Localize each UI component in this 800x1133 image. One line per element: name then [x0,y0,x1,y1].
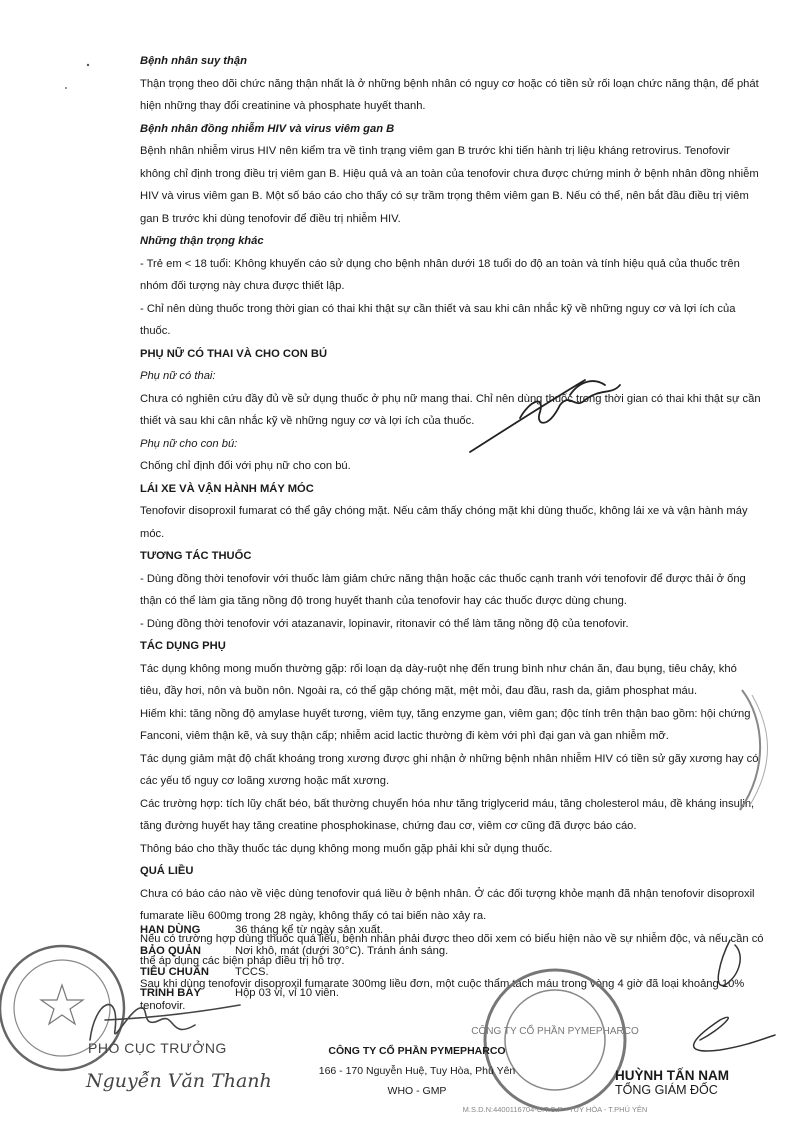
text-line: Bệnh nhân nhiễm virus HIV nên kiểm tra về tình trạng viêm gan B trước khi tiến hành trị liệu kháng retrovirus. Tenofovir [140,145,730,157]
text-line: Chưa có báo cáo nào về việc dùng tenofovir quá liều ở bệnh nhân. Ở các đối tượng khỏe mạnh đã nhận tenofovir disoproxil [140,887,755,900]
text-line: thiết và sau khi cân nhắc kỹ về những nguy cơ và lợi ích của thuốc. [140,415,475,427]
text-line: Tenofovir disoproxil fumarat có thể gây chóng mặt. Nếu cảm thấy chóng mặt khi dùng thuốc, không lái xe và vận hành máy [140,505,748,517]
text-line: tenofovir. [140,1000,186,1012]
text-line: Fanconi, viêm thận kẽ, và suy thận cấp; nhiễm acid lactic thường đi kèm với phì đại gan và gan nhiễm mỡ. [140,730,669,742]
text-line: thận có thể làm gia tăng nồng độ trong huyết thanh của tenofovir hay các thuốc được dùng chung. [140,595,627,607]
ministry-signature [90,1005,240,1040]
info-value: Nơi khô, mát (dưới 30°C). Tránh ánh sáng. [235,945,449,957]
speck [87,64,89,66]
info-value: TCCS. [235,966,269,978]
text-line: - Trẻ em < 18 tuổi: Không khuyến cáo sử dụng cho bệnh nhân dưới 18 tuổi do độ an toàn và tính hiệu quả của thuốc trên [140,257,740,270]
text-line: gan B trước khi dùng tenofovir để điều trị nhiễm HIV. [140,212,401,225]
text-line: thể áp dụng các biện pháp điều trị hỗ trợ. [140,955,345,967]
info-label: BẢO QUẢN [140,945,201,957]
speck [65,87,67,89]
subheading-pregnant: Phụ nữ có thai: [140,370,216,382]
company-address: 166 - 170 Nguyễn Huệ, Tuy Hòa, Phú Yên [318,1065,516,1077]
signature-mark [470,380,620,452]
info-value: 36 tháng kể từ ngày sản xuất. [235,924,384,936]
subheading-breastfeeding: Phụ nữ cho con bú: [140,437,238,450]
heading-interactions: TƯƠNG TÁC THUỐC [140,550,252,562]
text-line: Chống chỉ định đối với phụ nữ cho con bú. [140,460,351,472]
text-line: Thông báo cho thầy thuốc tác dụng không mong muốn gặp phải khi sử dụng thuốc. [140,842,553,855]
text-line: fumarate liều 600mg trong 28 ngày, không thấy có tai biến nào xảy ra. [140,910,487,922]
text-line: HIV và virus viêm gan B. Một số báo cáo cho thấy có sự trầm trọng thêm viêm gan B. Nếu có thể, nên bắt đầu điều trị viêm [140,190,749,202]
info-label: TIÊU CHUẨN [140,966,209,978]
text-line: Các trường hợp: tích lũy chất béo, bất thường chuyển hóa như tăng triglycerid máu, tăng cholesterol máu, đề kháng insulin, [140,797,755,810]
director-name: HUỲNH TẤN NAM [615,1068,729,1083]
deputy-director-name: Nguyễn Văn Thanh [86,1070,272,1092]
text-line: tiêu, đầy hơi, nôn và buồn nôn. Ngoài ra, có thể gặp chóng mặt, mệt mỏi, đau đầu, rash da, giảm phosphat máu. [140,685,698,697]
info-label: HẠN DÙNG [140,924,201,936]
text-line: Tác dụng không mong muốn thường gặp: rối loạn dạ dày-ruột nhẹ đến trung bình như chán ăn, đau bụng, tiêu chảy, khó [140,662,737,675]
deputy-director-title: PHÓ CỤC TRƯỞNG [88,1040,227,1056]
text-line: Tác dụng giảm mật độ chất khoáng trong xương được ghi nhận ở những bệnh nhân nhiễm HIV có tiền sử gãy xương hay có [140,752,759,765]
company-cert: WHO - GMP [387,1085,447,1097]
heading-pregnancy: PHỤ NỮ CÓ THAI VÀ CHO CON BÚ [140,347,328,360]
text-line: Sau khi dùng tenofovir disoproxil fumarate 300mg liều đơn, một cuộc thẩm tách máu trong vòng 4 giờ đã loại khoảng 10% [140,977,745,990]
heading-driving: LÁI XE VÀ VẬN HÀNH MÁY MÓC [140,482,314,495]
company-info [312,1041,522,1101]
text-line: thuốc. [140,325,171,337]
text-line: không chỉ định trong điều trị viêm gan B. Hiệu quả và an toàn của tenofovir chưa được chứng minh ở bệnh nhân đồng nhiễm [140,167,759,180]
text-line: tăng đường huyết hay tăng creatine phosphokinase, chứng đau cơ, viêm cơ cũng đã được báo cáo. [140,820,637,832]
text-line: - Dùng đồng thời tenofovir với atazanavir, lopinavir, ritonavir có thể làm tăng nồng độ của tenofovir. [140,617,629,630]
director-title: TỔNG GIÁM ĐỐC [615,1083,718,1097]
director-block [615,1068,729,1097]
heading-renal: Bệnh nhân suy thận [140,55,247,67]
company-name: CÔNG TY CỔ PHẦN PYMEPHARCO [328,1045,506,1057]
text-line: Hiếm khi: tăng nồng độ amylase huyết tương, viêm tụy, tăng enzyme gan, viêm gan; độc tính trên thận bao gồm: hội chứng [140,707,751,720]
text-line: các yếu tố nguy cơ loãng xương hoặc mất xương. [140,775,390,787]
director-signature [694,940,775,1051]
info-label: TRÌNH BÀY [140,987,201,999]
text-line: hiện những thay đổi creatinine và phosphate huyết thanh. [140,100,426,112]
text-line: móc. [140,527,165,540]
seal-outer-text: M.S.D.N:4400116704-C.T.C.P · TUY HÒA - T.PHÚ YÊN [462,1105,648,1114]
text-line: nhóm đối tượng này chưa được thiết lập. [140,280,345,292]
seal-text: CÔNG TY CỔ PHẦN PYMEPHARCO [471,1026,639,1037]
info-value: Hộp 03 vỉ, vỉ 10 viên. [235,987,339,999]
heading-side-effects: TÁC DỤNG PHỤ [140,640,226,652]
text-line: Chưa có nghiên cứu đầy đủ về sử dụng thuốc ở phụ nữ mang thai. Chỉ nên dùng thuốc trong thời gian có thai khi thật sự cần [140,392,761,405]
heading-other-precautions: Những thận trọng khác [140,235,264,247]
text-line: Thận trọng theo dõi chức năng thận nhất là ở những bệnh nhân có nguy cơ hoặc có tiền sử rối loạn chức năng thận, để phát [140,77,759,90]
text-line: - Chỉ nên dùng thuốc trong thời gian có thai khi thật sự cần thiết và sau khi cân nhắc kỹ về những nguy cơ và lợi ích của [140,302,736,315]
heading-overdose: QUÁ LIỀU [140,865,194,877]
heading-hiv-hbv: Bệnh nhân đồng nhiễm HIV và virus viêm gan B [140,122,395,135]
text-line: Nếu có trường hợp dùng thuốc quá liều, bệnh nhân phải được theo dõi xem có biểu hiện nào về sự nhiễm độc, và nếu cần có [140,932,764,945]
text-line: - Dùng đồng thời tenofovir với thuốc làm giảm chức năng thận hoặc các thuốc cạnh tranh với tenofovir để được thải ở ống [140,572,746,585]
